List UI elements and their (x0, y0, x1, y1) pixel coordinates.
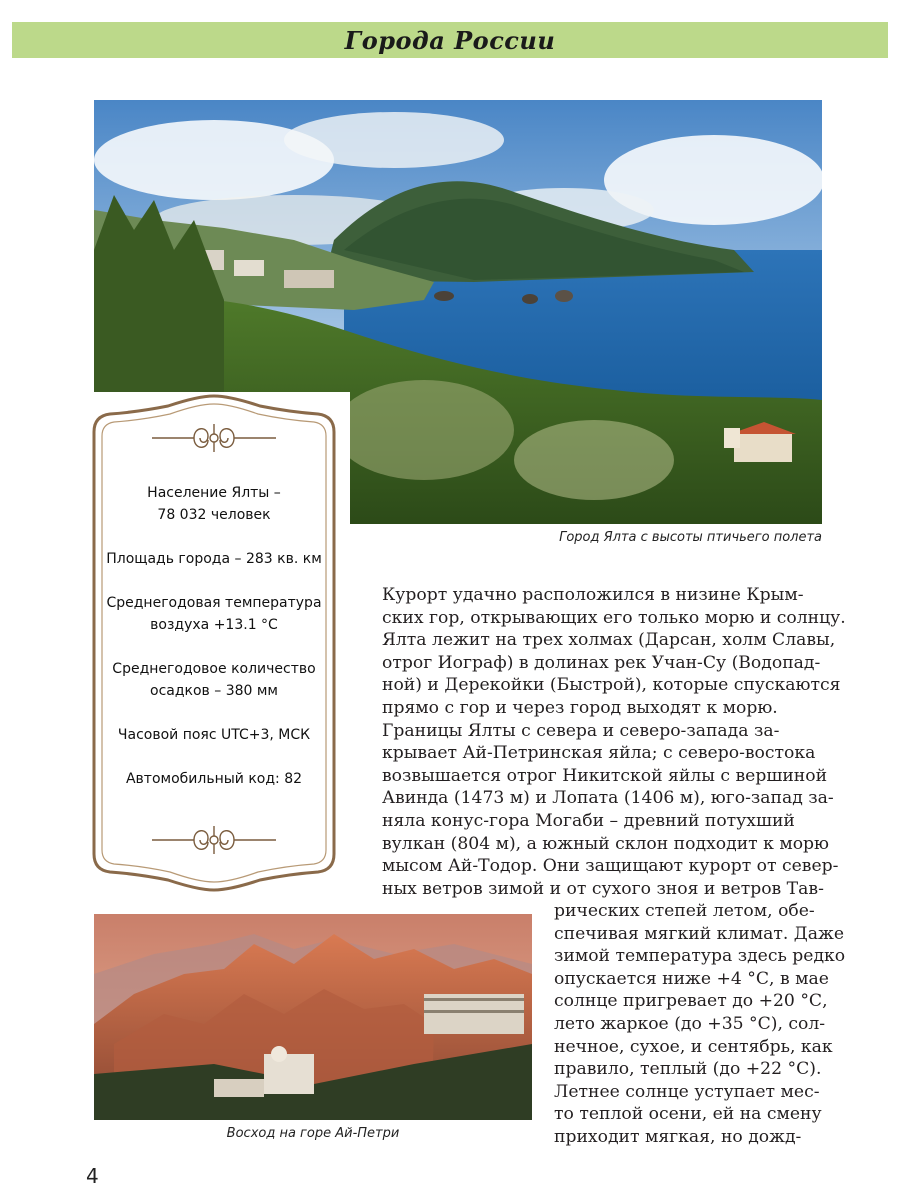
fact-temperature: Среднегодовая температура воздуха +13.1 °С (106, 595, 322, 633)
fact-precipitation: Среднегодовое количество осадков – 380 мм (112, 661, 316, 699)
article-line: лето жаркое (до +35 °С), сол- (554, 1013, 826, 1034)
article-line: то теплой осени, ей на смену (554, 1104, 822, 1125)
article-line: прямо с гор и через город выходят к морю. (382, 697, 778, 718)
article-line: Курорт удачно расположился в низине Крым- (382, 585, 804, 605)
article-line: Авинда (1473 м) и Лопата (1406 м), юго-запад за- (382, 788, 834, 809)
article-line: вулкан (804 м), а южный склон подходит к морю (382, 833, 830, 854)
bottom-photo-caption: Восход на горе Ай-Петри (226, 1126, 400, 1141)
article-line: опускается ниже +4 °С, в мае (554, 968, 829, 989)
fact-timezone: Часовой пояс UTC+3, МСК (117, 727, 311, 743)
article-line: Летнее солнце уступает мес- (554, 1081, 820, 1102)
article-line: ных ветров зимой и от сухого зноя и ветров Тав- (382, 878, 824, 899)
fact-population: Население Ялты – 78 032 человек (147, 485, 281, 523)
fact-area: Площадь города – 283 кв. км (106, 551, 322, 567)
article-line: ских гор, открывающих его только морю и солнцу. (382, 607, 846, 628)
article-line: крывает Ай-Петринская яйла; с северо-востока (382, 743, 816, 764)
section-title: Города России (344, 25, 556, 55)
facts-list (100, 482, 328, 812)
article-line: няла конус-гора Могаби – древний потухший (382, 810, 795, 831)
article-line: Ялта лежит на трех холмах (Дарсан, холм Славы, (382, 630, 836, 651)
article-line: приходит мягкая, но дожд- (554, 1126, 802, 1147)
article-text-continued (554, 900, 846, 1149)
article-line: спечивая мягкий климат. Даже (554, 923, 845, 944)
article-line: возвышается отрог Никитской яйлы с вершиной (382, 765, 828, 786)
article-line: мысом Ай-Тодор. Они защищают курорт от север- (382, 856, 839, 877)
page-number: 4 (86, 1164, 99, 1188)
article-line: солнце пригревает до +20 °С, (554, 991, 828, 1012)
article-line: правило, теплый (до +22 °С). (554, 1059, 822, 1080)
article-text (382, 584, 846, 900)
header-band (12, 22, 888, 58)
article-line: нечное, сухое, и сентябрь, как (554, 1036, 833, 1057)
ai-petri-sunrise-photo (94, 914, 532, 1120)
article-line: отрог Иограф) в долинах рек Учан-Су (Водопад- (382, 652, 821, 673)
article-line: зимой температура здесь редко (554, 946, 846, 967)
article-line: Границы Ялты с севера и северо-запада за- (382, 720, 780, 741)
article-line: рических степей летом, обе- (554, 901, 815, 921)
fact-car-code: Автомобильный код: 82 (125, 771, 303, 787)
article-line: ной) и Дерекойки (Быстрой), которые спускаются (382, 675, 841, 696)
city-facts-box (78, 392, 350, 894)
top-photo-caption: Город Ялта с высоты птичьего полета (559, 530, 822, 545)
